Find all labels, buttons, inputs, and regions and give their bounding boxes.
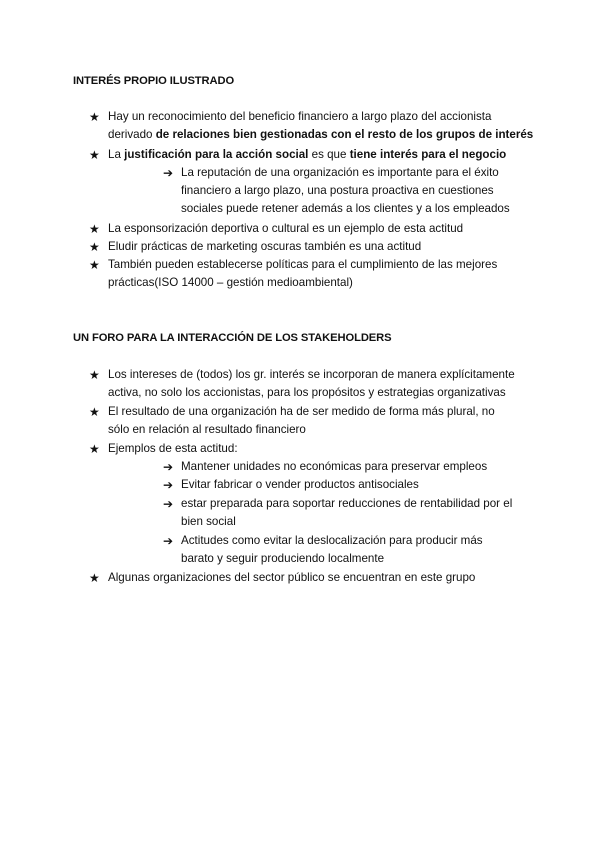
bullet-text: Hay un reconocimiento del beneficio financiero a largo plazo del accionista bbox=[108, 110, 492, 123]
bullet-text: activa, no solo los accionistas, para los propósitos y estrategias organizativas bbox=[108, 386, 506, 399]
star-icon: ★ bbox=[89, 258, 100, 272]
bullet-text: Ejemplos de esta actitud: bbox=[108, 442, 238, 455]
star-icon: ★ bbox=[89, 442, 100, 456]
star-icon: ★ bbox=[89, 222, 100, 236]
star-icon: ★ bbox=[89, 405, 100, 419]
sub-bullet-text: Mantener unidades no económicas para preservar empleos bbox=[181, 460, 488, 473]
arrow-right-icon: ➔ bbox=[163, 497, 174, 511]
star-icon: ★ bbox=[89, 240, 100, 254]
bullet-text: prácticas(ISO 14000 – gestión medioambiental) bbox=[108, 276, 353, 289]
sub-bullet-text: sociales puede retener además a los clientes y a los empleados bbox=[181, 202, 510, 215]
bullet-text: La justificación para la acción social es que tiene interés para el negocio bbox=[108, 148, 507, 161]
arrow-right-icon: ➔ bbox=[163, 534, 174, 548]
star-icon: ★ bbox=[89, 148, 100, 162]
sub-bullet-text: bien social bbox=[181, 515, 236, 528]
star-icon: ★ bbox=[89, 571, 100, 585]
bullet-text: Eludir prácticas de marketing oscuras también es una actitud bbox=[108, 240, 422, 253]
sub-bullet-text: La reputación de una organización es importante para el éxito bbox=[181, 166, 499, 179]
bullet-text: derivado de relaciones bien gestionadas con el resto de los grupos de interés bbox=[108, 128, 534, 141]
sub-bullet-text: Evitar fabricar o vender productos antisociales bbox=[181, 478, 419, 491]
bullet-text: También pueden establecerse políticas para el cumplimiento de las mejores bbox=[108, 258, 498, 271]
sub-bullet-text: barato y seguir produciendo localmente bbox=[181, 552, 385, 565]
sub-bullet-text: estar preparada para soportar reducciones de rentabilidad por el bbox=[181, 497, 513, 510]
arrow-right-icon: ➔ bbox=[163, 478, 174, 492]
section-heading-interes-propio: INTERÉS PROPIO ILUSTRADO bbox=[73, 75, 235, 87]
bullet-text: Algunas organizaciones del sector público se encuentran en este grupo bbox=[108, 571, 476, 584]
section-heading-foro-stakeholders: UN FORO PARA LA INTERACCIÓN DE LOS STAKEHOLDERS bbox=[73, 332, 392, 344]
sub-bullet-text: financiero a largo plazo, una postura proactiva en cuestiones bbox=[181, 184, 494, 197]
arrow-right-icon: ➔ bbox=[163, 166, 174, 180]
bullet-text: Los intereses de (todos) los gr. interés se incorporan de manera explícitamente bbox=[108, 368, 515, 381]
bullet-text: El resultado de una organización ha de ser medido de forma más plural, no bbox=[108, 405, 495, 418]
sub-bullet-text: Actitudes como evitar la deslocalización para producir más bbox=[181, 534, 483, 547]
star-icon: ★ bbox=[89, 368, 100, 382]
bullet-text: sólo en relación al resultado financiero bbox=[108, 423, 306, 436]
bullet-text: La esponsorización deportiva o cultural es un ejemplo de esta actitud bbox=[108, 222, 464, 235]
star-icon: ★ bbox=[89, 110, 100, 124]
arrow-right-icon: ➔ bbox=[163, 460, 174, 474]
